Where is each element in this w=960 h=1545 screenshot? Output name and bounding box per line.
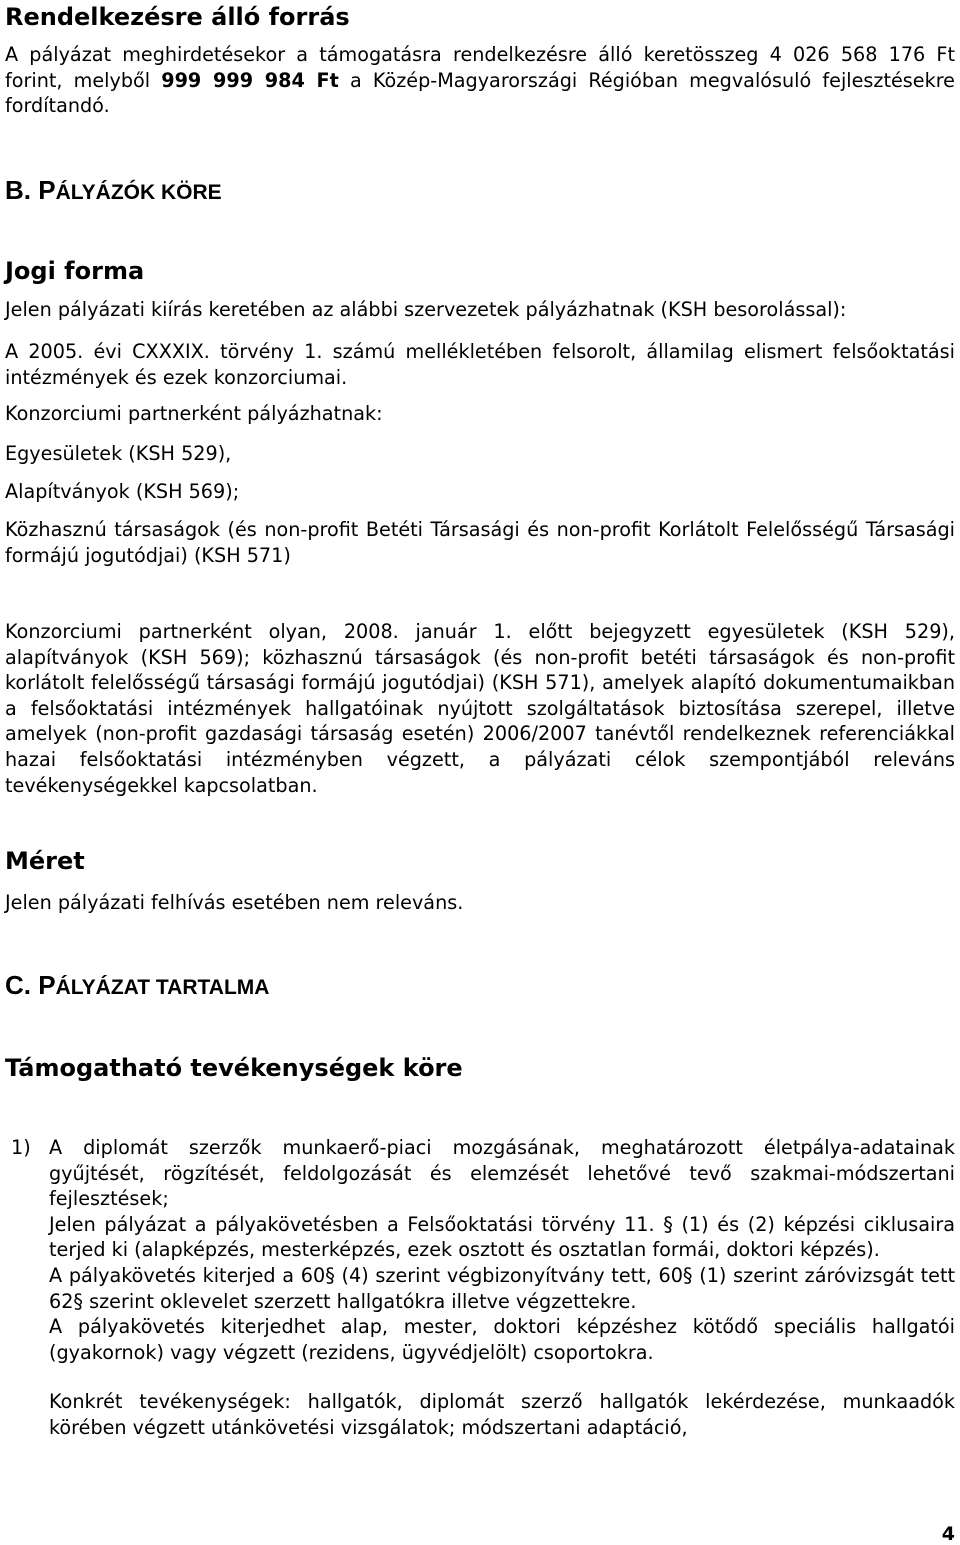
paragraph-kozhasznu: Közhasznú társaságok (és non-profit Betéti Társasági és non-profit Korlátolt Felelősségű Társasági formájú jogutódjai) (KSH 571) — [5, 518, 955, 567]
paragraph-konzorciumi-olyan: Konzorciumi partnerként olyan, 2008. január 1. előtt bejegyzett egyesületek (KSH 529), alapítványok (KSH 569); közhasznú társaságok (és non-profit betéti társaságok és non-profit korlátolt felelősségű társasági formájú jogutódjai) (KSH 571), amelyek alapító dokumentumaikban a felsőoktatási intézmények hallgatóinak nyújtott szolgáltatások biztosítása szerepel, illetve amelyek (non-profit gazdasági társaság esetén) 2006/2007 tanévtől rendelkeznek referenciákkal hazai felsőoktatási intézményben végzett, a pályázati célok szempontjából releváns tevékenységekkel kapcsolatban. — [5, 620, 955, 797]
section-b-title: ÁLYÁZÓK KÖRE — [55, 181, 222, 204]
section-b-cap: P — [38, 175, 56, 205]
heading-tamogathato-tevekenysegek: Támogatható tevékenységek köre — [5, 1054, 463, 1082]
amount-highlight: 999 999 984 Ft — [161, 68, 339, 92]
paragraph-forras-text-a: A pályázat meghirdetésekor a támogatásra rendelkezésre álló keretösszeg 4 026 568 176 Ft forint, melyből — [5, 43, 955, 92]
heading-meret: Méret — [5, 847, 85, 875]
list-item-paragraph-1: A diplomát szerzők munkaerő-piaci mozgásának, meghatározott életpálya-adatainak gyűjtését, rögzítését, feldolgozását és elemzését lehetővé tevő szakmai-módszertani fejlesztések; — [49, 1136, 955, 1211]
section-b-heading — [5, 175, 955, 208]
paragraph-jogi-law: A 2005. évi CXXXIX. törvény 1. számú mellékletében felsorolt, államilag elismert felsőoktatási intézmények és ezek konzorciumai. — [5, 340, 955, 389]
paragraph-jogi-intro: Jelen pályázati kiírás keretében az alábbi szervezetek pályázhatnak (KSH besorolással): — [5, 298, 847, 321]
list-item-paragraph-3: A pályakövetés kiterjed a 60§ (4) szerint végbizonyítvány tett, 60§ (1) szerint záróvizsgát tett 62§ szerint oklevelet szerzett hallgatókra illetve végzettekre. — [49, 1263, 955, 1313]
section-b-letter: B. — [5, 175, 31, 205]
heading-jogi-forma: Jogi forma — [5, 257, 145, 285]
paragraph-forras-text-b: a Közép-Magyarországi Régióban megvalósuló fejlesztésekre fordítandó. — [5, 68, 955, 118]
list-item-number: 1) — [11, 1136, 31, 1159]
section-c-cap: P — [38, 970, 56, 1000]
section-c-title: ÁLYÁZAT TARTALMA — [55, 976, 270, 999]
paragraph-meret: Jelen pályázati felhívás esetében nem releváns. — [5, 891, 464, 914]
paragraph-egyesuletek: Egyesületek (KSH 529), — [5, 442, 232, 465]
paragraph-konzorciumi-label: Konzorciumi partnerként pályázhatnak: — [5, 402, 383, 425]
section-c-heading — [5, 970, 955, 1003]
page-number: 4 — [941, 1523, 955, 1545]
list-item-paragraph-4: A pályakövetés kiterjedhet alap, mester, doktori képzéshez kötődő speciális hallgatói (gyakornok) vagy végzett (rezidens, ügyvédjelölt) csoportokra. — [49, 1315, 955, 1364]
paragraph-forras — [5, 42, 955, 119]
heading-rendelkezesre-allo-forras: Rendelkezésre álló forrás — [5, 3, 350, 31]
section-c-letter: C. — [5, 970, 31, 1000]
list-item-paragraph-5: Konkrét tevékenységek: hallgatók, diplomát szerző hallgatók lekérdezése, munkaadók körében végzett utánkövetési vizsgálatok; módszertani adaptáció, — [49, 1390, 955, 1439]
list-item-paragraph-2: Jelen pályázat a pályakövetésben a Felsőoktatási törvény 11. § (1) és (2) képzési ciklusaira terjed ki (alapképzés, mesterképzés, ezek osztott és osztatlan formái, doktori képzés). — [49, 1212, 955, 1262]
list-item-body — [49, 1135, 955, 1441]
paragraph-alapitvanyok: Alapítványok (KSH 569); — [5, 480, 240, 503]
